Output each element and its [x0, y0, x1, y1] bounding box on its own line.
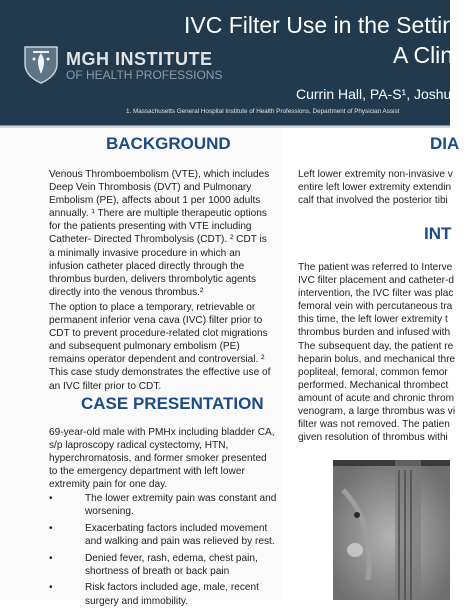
intervention-heading: INT: [424, 224, 452, 243]
diagnosis-body: Left lower extremity non-invasive v entire left lower extremity extendin calf that involved the posterior tibi: [298, 169, 453, 207]
authors-text: Currin Hall, PA-S¹, Joshu: [296, 86, 452, 102]
poster-title-line2: A Clin: [393, 42, 454, 68]
list-item: • Denied fever, rash, edema, chest pain, shortness of breath or back pain: [49, 552, 277, 579]
poster-header: [0, 0, 468, 125]
venogram-xray-graphic: [333, 460, 450, 600]
list-item: • Risk factors included age, male, recent surgery and immobility.: [49, 581, 277, 608]
list-item: • Exacerbating factors included movement and walking and pain was relieved by rest.: [49, 522, 277, 549]
poster-affiliation: 1. Massachusetts General Hospital Institute of Health Professions, Department of Physician Assist: [126, 108, 400, 115]
left-column: [0, 128, 282, 607]
institution-name: MGH INSTITUTE: [66, 49, 213, 69]
intervention-body: The patient was referred to Interve IVC filter placement and catheter-d intervention, the IVC filter was plac femoral vein with percutaneous tra this time, the left lower extremity t thrombus burden and infused with The subsequent day, the patient re heparin bolus, and mechanical thre popliteal, femoral, common femor performed. Mechanical thrombect amount of acute and chronic throm venogram, a large thrombus was vi filter was not removed. The patien given resolution of thrombus withi: [298, 262, 456, 444]
case-bullet-list: [49, 492, 277, 611]
institution-subtitle: OF HEALTH PROFESSIONS: [66, 68, 223, 82]
poster-title-line1: IVC Filter Use in the Setting: [184, 12, 468, 38]
background-paragraph-2: The option to place a temporary, retrievable or permanent inferior vena cava (IVC) filter prior to CDT to prevent procedure-related clot migrations and subsequent pulmonary embolism (PE) remains operator dependent and controversial. ² This case study demonstrates the effective use of an IVC filter prior to CDT.: [49, 301, 271, 392]
case-intro: 69-year-old male with PMHx including bladder CA, s/p laproscopy radical cystectomy, HTN, hyperchromatosis, and former smoker presented to the emergency department with left lower extremity pain for one day.: [49, 427, 275, 491]
diagnosis-heading: DIA: [430, 134, 460, 153]
case-presentation-heading: CASE PRESENTATION: [81, 394, 264, 413]
background-body: [49, 168, 275, 395]
background-heading: BACKGROUND: [106, 134, 231, 153]
venogram-image: [333, 460, 450, 600]
institution-shield-icon: [22, 44, 60, 84]
list-item: • The lower extremity pain was constant and worsening.: [49, 492, 277, 519]
background-paragraph-1: Venous Thromboembolism (VTE), which includes Deep Vein Thrombosis (DVT) and Pulmonary Embolism (PE), affects about 1 per 1000 adults annually. ¹ There are multiple therapeutic options for the patients presenting with VTE including Catheter- Directed Thrombolysis (CDT). ² CDT is a minimally invasive procedure in which an infusion catheter placed directly through the thrombus burden, delivers thrombolytic agents directly into the venous thrombus.²: [49, 169, 270, 298]
poster-authors: [296, 86, 451, 102]
